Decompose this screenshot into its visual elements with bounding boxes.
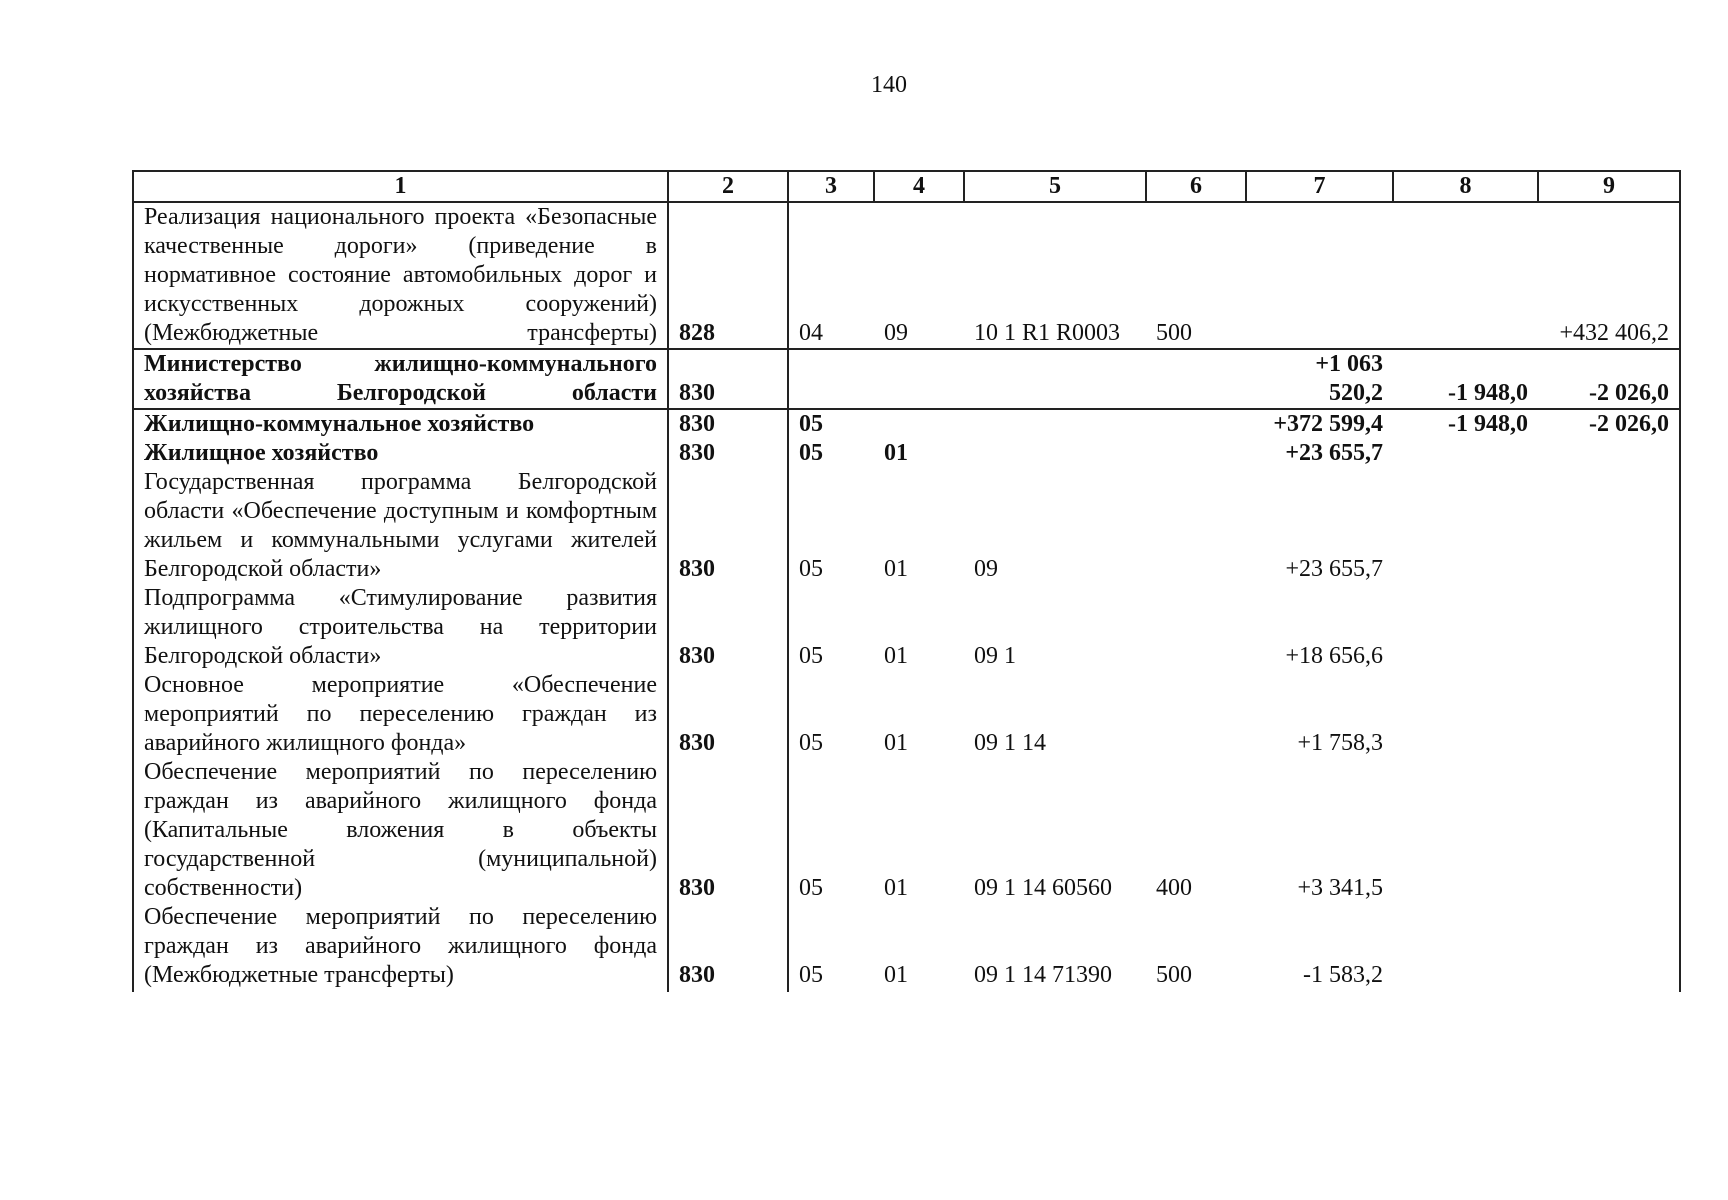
- cell-amount-7: +3 341,5: [1297, 875, 1383, 901]
- cell-amount-9: [1538, 468, 1680, 584]
- cell-amount-8: [1393, 903, 1538, 992]
- table-header: [133, 171, 1680, 202]
- row-description: Основное мероприятие «Обеспечение мероприятий по переселению граждан из аварийного жилищного фонда»: [133, 671, 668, 758]
- cell-code: 828: [668, 202, 788, 349]
- header-col-8: 8: [1393, 171, 1538, 202]
- cell-subsection: 01: [884, 875, 908, 901]
- cell-code: 830: [668, 468, 788, 584]
- table-row: [133, 671, 1680, 758]
- cell-amount-8: [1393, 584, 1538, 671]
- cell-section: 04: [788, 202, 874, 349]
- cell-amount-7: +1 758,3: [1297, 730, 1383, 756]
- table-row: [133, 409, 1680, 439]
- cell-code: 830: [668, 409, 788, 439]
- cell-code: 830: [668, 584, 788, 671]
- cell-target-article: [964, 409, 1146, 439]
- cell-subsection: 01: [884, 643, 908, 669]
- row-description: Подпрограмма «Стимулирование развития жилищного строительства на территории Белгородской области»: [133, 584, 668, 671]
- cell-target-article: 09: [974, 556, 998, 582]
- cell-subsection: [874, 349, 964, 409]
- row-description: Обеспечение мероприятий по переселению граждан из аварийного жилищного фонда (Межбюджетные трансферты): [133, 903, 668, 992]
- cell-section: [788, 349, 874, 409]
- cell-target-article: [964, 439, 1146, 468]
- table-row: [133, 584, 1680, 671]
- cell-amount-8: -1 948,0: [1393, 409, 1538, 439]
- header-col-4: 4: [874, 171, 964, 202]
- cell-expense-type: [1146, 439, 1246, 468]
- cell-amount-7: [1246, 202, 1393, 349]
- cell-amount-8: [1393, 202, 1538, 349]
- header-col-2: 2: [668, 171, 788, 202]
- cell-expense-type: [1146, 671, 1246, 758]
- cell-target-article: 09 1 14 60560: [974, 875, 1112, 901]
- table-body: [133, 202, 1680, 992]
- cell-expense-type: 400: [1156, 875, 1192, 901]
- cell-amount-9: +432 406,2: [1538, 202, 1680, 349]
- cell-amount-7: +372 599,4: [1246, 409, 1393, 439]
- cell-target-article: 09 1 14 71390: [974, 962, 1112, 988]
- cell-subsection: 01: [884, 962, 908, 988]
- cell-section: 05: [788, 671, 874, 758]
- row-description: Жилищное хозяйство: [133, 439, 668, 468]
- cell-code: 830: [668, 439, 788, 468]
- row-description: Реализация национального проекта «Безопасные качественные дороги» (приведение в нормативное состояние автомобильных дорог и искусственных дорожных сооружений) (Межбюджетные трансферты): [133, 202, 668, 349]
- cell-section: 05: [788, 903, 874, 992]
- table-row: [133, 349, 1680, 409]
- cell-amount-9: -2 026,0: [1538, 349, 1680, 409]
- cell-amount-9: [1538, 439, 1680, 468]
- row-description: Министерство жилищно-коммунального хозяйства Белгородской области: [133, 349, 668, 409]
- cell-section: 05: [788, 468, 874, 584]
- cell-amount-8: [1393, 468, 1538, 584]
- table-row: [133, 758, 1680, 903]
- cell-amount-8: [1393, 671, 1538, 758]
- cell-expense-type: [1146, 409, 1246, 439]
- cell-amount-7: -1 583,2: [1303, 962, 1383, 988]
- table-row: [133, 202, 1680, 349]
- cell-amount-7: +18 656,6: [1285, 643, 1383, 669]
- cell-subsection: 01: [884, 730, 908, 756]
- page-number: 140: [871, 72, 907, 98]
- cell-code: 830: [668, 758, 788, 903]
- header-col-9: 9: [1538, 171, 1680, 202]
- header-row: [133, 171, 1680, 202]
- cell-section: 05: [788, 758, 874, 903]
- cell-code: 830: [668, 349, 788, 409]
- header-col-7: 7: [1246, 171, 1393, 202]
- cell-amount-7: +23 655,7: [1285, 440, 1383, 466]
- header-col-5: 5: [964, 171, 1146, 202]
- cell-amount-9: [1538, 903, 1680, 992]
- cell-subsection: [874, 409, 964, 439]
- cell-target-article: [964, 349, 1146, 409]
- cell-expense-type: 500: [1156, 962, 1192, 988]
- cell-subsection: 09: [884, 320, 908, 346]
- cell-expense-type: 500: [1156, 320, 1192, 346]
- header-col-1: 1: [133, 171, 668, 202]
- header-col-6: 6: [1146, 171, 1246, 202]
- cell-section: 05: [788, 439, 874, 468]
- row-description: Государственная программа Белгородской области «Обеспечение доступным и комфортным жильем и коммунальными услугами жителей Белгородской области»: [133, 468, 668, 584]
- cell-code: 830: [668, 671, 788, 758]
- header-col-3: 3: [788, 171, 874, 202]
- cell-section: 05: [788, 584, 874, 671]
- cell-amount-8: -1 948,0: [1393, 349, 1538, 409]
- cell-amount-9: -2 026,0: [1538, 409, 1680, 439]
- table-row: [133, 468, 1680, 584]
- cell-amount-9: [1538, 758, 1680, 903]
- cell-code: 830: [668, 903, 788, 992]
- cell-target-article: 10 1 R1 R0003: [974, 320, 1121, 346]
- row-description: Жилищно-коммунальное хозяйство: [133, 409, 668, 439]
- cell-amount-7: +23 655,7: [1285, 556, 1383, 582]
- cell-expense-type: [1146, 584, 1246, 671]
- cell-subsection: 01: [884, 556, 908, 582]
- cell-amount-8: [1393, 758, 1538, 903]
- cell-amount-9: [1538, 671, 1680, 758]
- cell-amount-8: [1393, 439, 1538, 468]
- cell-expense-type: [1146, 468, 1246, 584]
- cell-target-article: 09 1: [974, 643, 1016, 669]
- cell-target-article: 09 1 14: [974, 730, 1046, 756]
- cell-amount-7: +1 063 520,2: [1246, 349, 1393, 409]
- cell-amount-9: [1538, 584, 1680, 671]
- budget-table: [132, 170, 1681, 992]
- cell-section: 05: [788, 409, 874, 439]
- table-row: [133, 903, 1680, 992]
- cell-subsection: 01: [884, 440, 908, 466]
- table-row: [133, 439, 1680, 468]
- cell-expense-type: [1146, 349, 1246, 409]
- row-description: Обеспечение мероприятий по переселению граждан из аварийного жилищного фонда (Капитальные вложения в объекты государственной (муниципальной) собственности): [133, 758, 668, 903]
